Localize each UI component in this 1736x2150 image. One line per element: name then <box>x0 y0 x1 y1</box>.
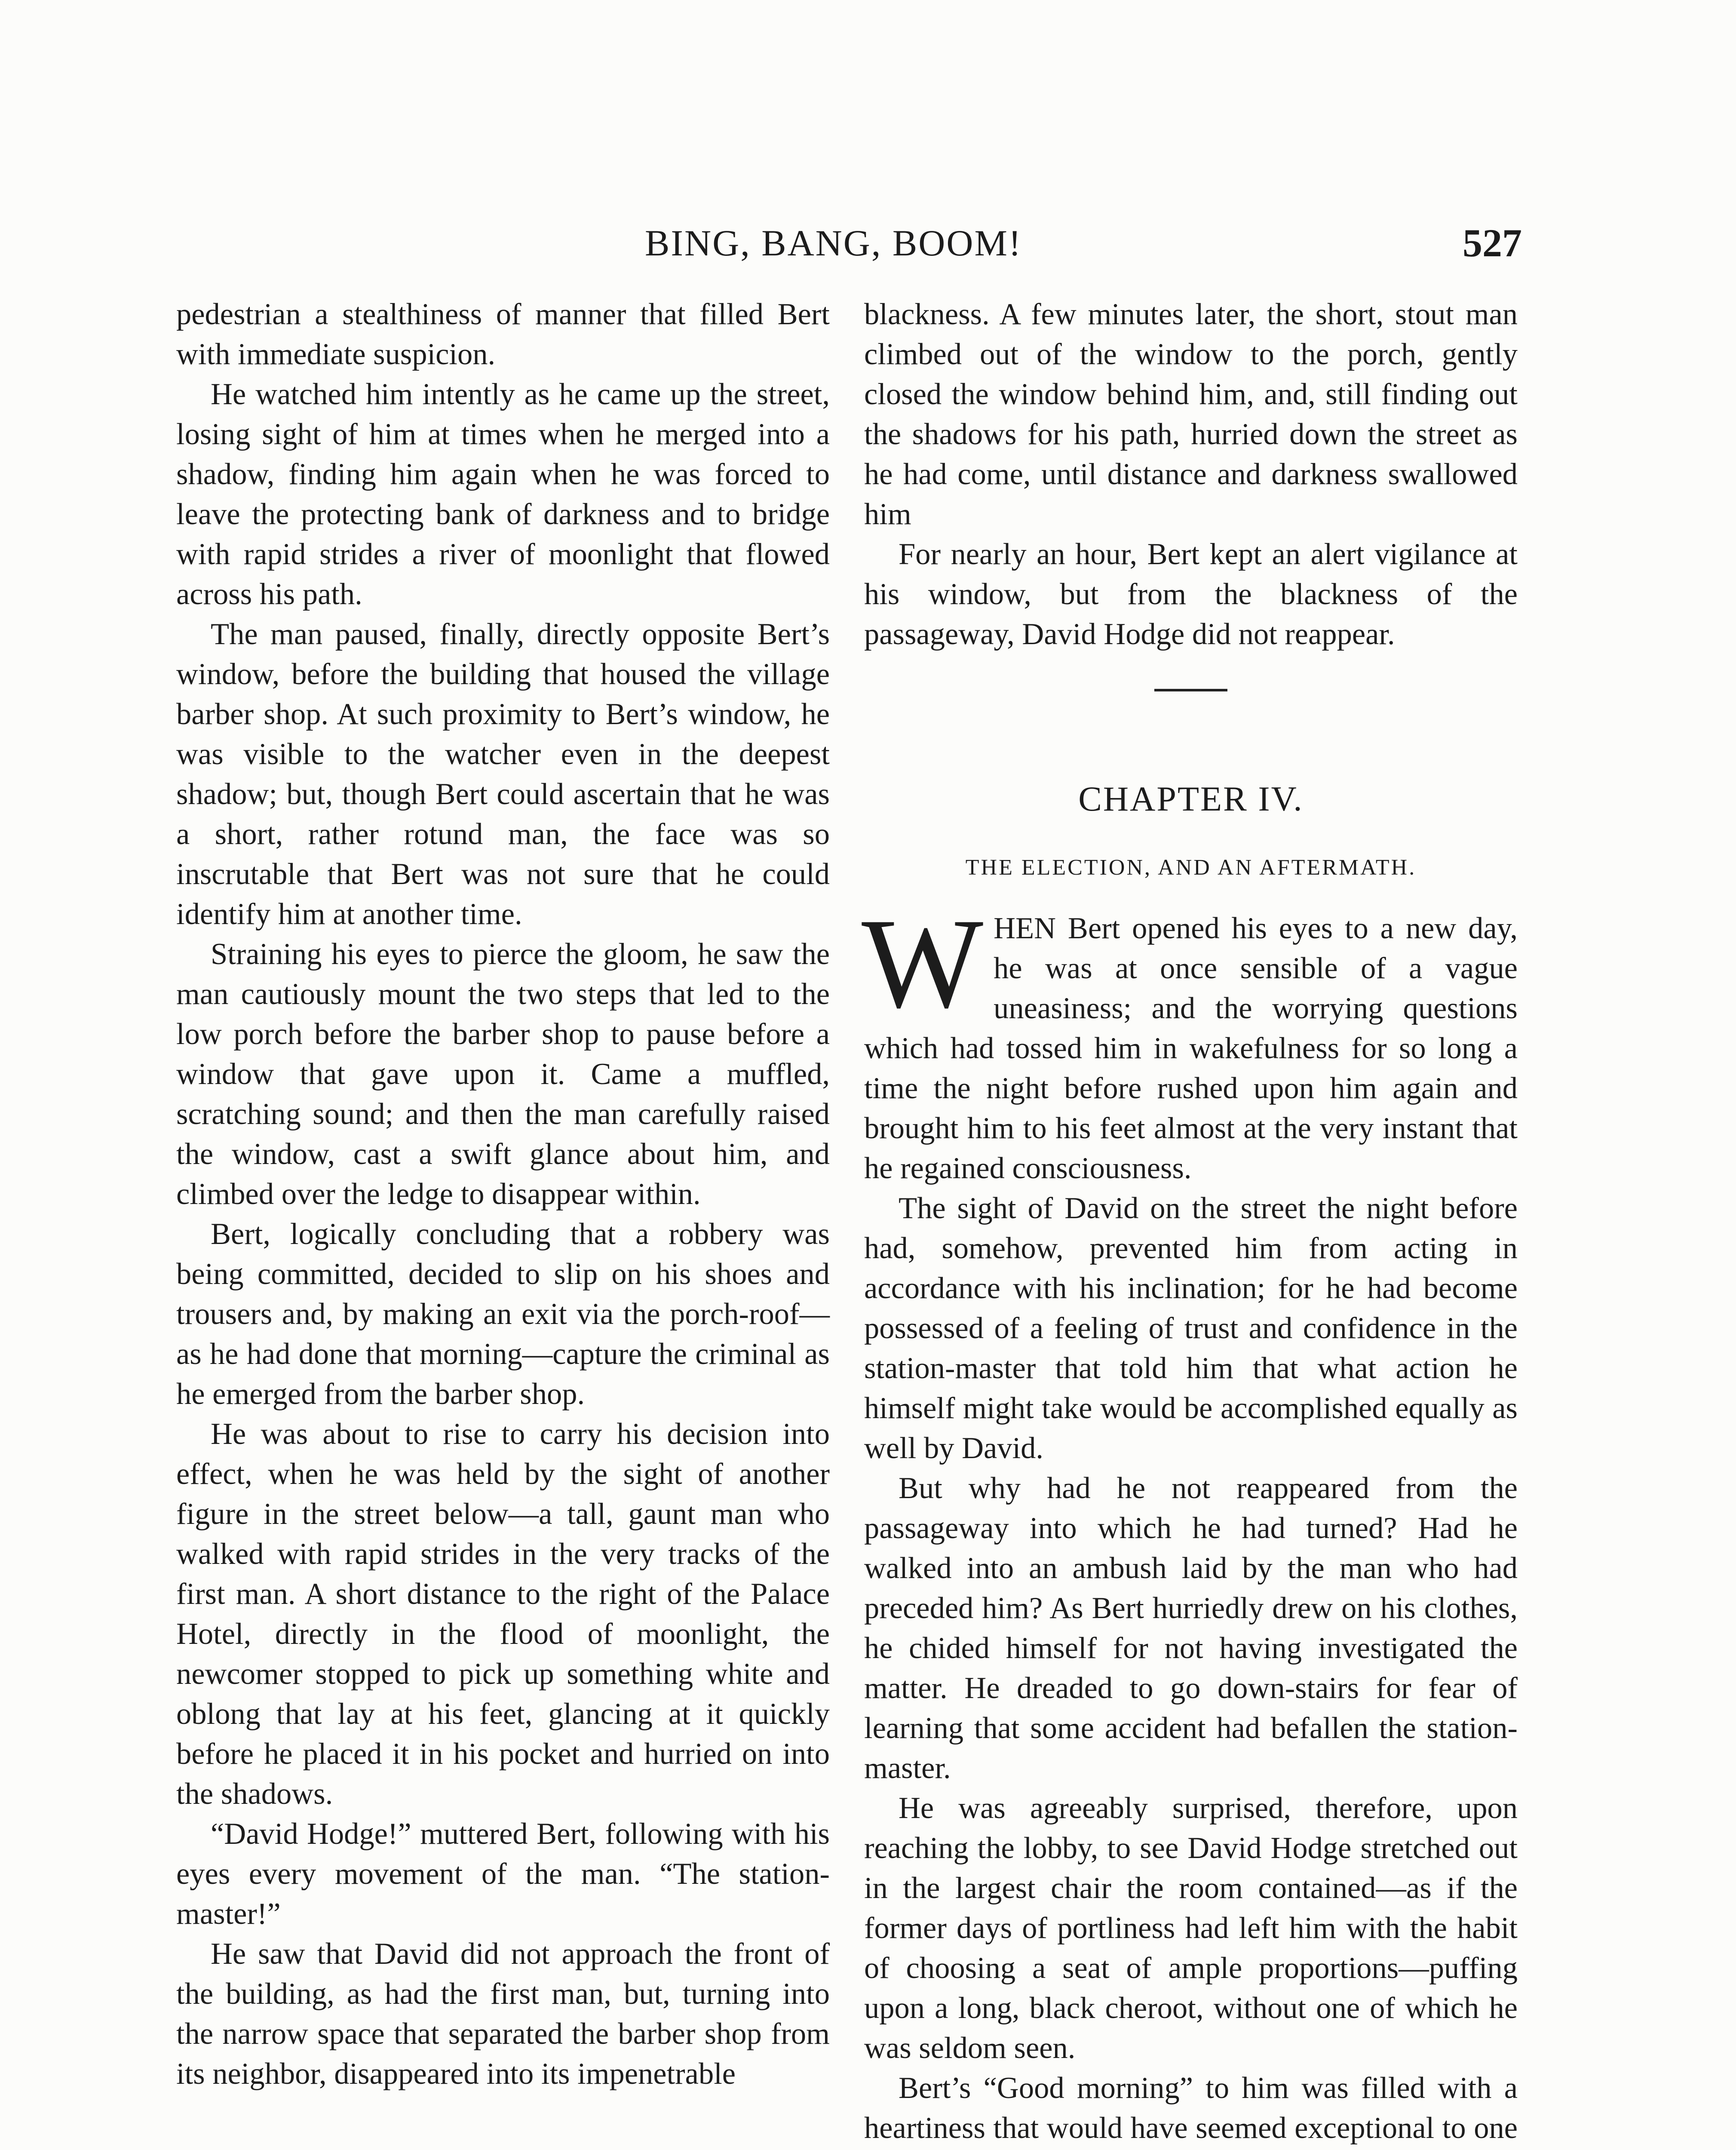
paragraph: He saw that David did not approach the front of the building, as had the first man, but, turning into the narrow space that separated the barber shop from its neighbor, disappeared into its impenetrable <box>176 1937 830 2091</box>
paragraph: He was about to rise to carry his decision into effect, when he was held by the sight of another figure in the street below—a tall, gaunt man who walked with rapid strides in the very tracks of the first man. A short distance to the right of the Palace Hotel, directly in the flood of moonlight, the newcomer stopped to pick up something white and oblong that lay at his feet, glancing at it quickly before he placed it in his pocket and hurried on into the shadows. <box>176 1417 830 1811</box>
paragraph: pedestrian a stealthiness of manner that filled Bert with immediate suspicion. <box>176 298 830 371</box>
paragraph: He watched him intently as he came up the street, losing sight of him at times when he merged into a shadow, finding him again when he was forced to leave the protecting bank of darkness and to bridge with rapid strides a river of moonlight that flowed across his path. <box>176 378 830 611</box>
running-head <box>172 219 1522 267</box>
chapter-subtitle: THE ELECTION, AND AN AFTERMATH. <box>965 855 1417 880</box>
paragraph: The man paused, finally, directly opposite Bert’s window, before the building that housed the village barber shop. At such proximity to Bert’s window, he was visible to the watcher even in the deepest shadow; but, though Bert could ascertain that he was a short, rather rotund man, the face was so inscrutable that Bert was not sure that he could identify him at another time. <box>176 617 830 931</box>
paragraph: He was agreeably surprised, therefore, upon reaching the lobby, to see David Hodge stretched out in the largest chair the room contained—as if the former days of portliness had left him with the habit of choosing a seat of ample proportions—puffing upon a long, black cheroot, without one of which he was seldom seen. <box>864 1791 1518 2065</box>
running-title: BING, BANG, BOOM! <box>645 222 1022 264</box>
paragraph: blackness. A few minutes later, the short, stout man climbed out of the window to the porch, gently closed the window behind him, and, still finding out the shadows for his path, hurried down the street as he had come, until distance and darkness swallowed him <box>864 298 1518 531</box>
opening-text: HEN Bert opened his eyes to a new day, he was at once sensible of a vague uneasiness; and the worrying questions which had tossed him in wakefulness for so long a time the night before rushed upon him again and brought him to his feet almost at the very instant that he regained consciousness. <box>864 912 1518 1185</box>
paragraph: For nearly an hour, Bert kept an alert vigilance at his window, but from the blackness of the passageway, David Hodge did not reappear. <box>864 538 1518 651</box>
paragraph: Bert’s “Good morning” to him was filled with a heartiness that would have seemed exceptional to one <box>864 2071 1518 2145</box>
paragraph: Bert, logically concluding that a robbery was being committed, decided to slip on his shoes and trousers and, by making an exit via the porch-roof—as he had done that morning—capture the criminal as he emerged from the barber shop. <box>176 1217 830 1411</box>
page-number: 527 <box>1463 221 1522 265</box>
paragraph: “David Hodge!” muttered Bert, following with his eyes every movement of the man. “The station-master!” <box>176 1817 830 1931</box>
chapter-title: CHAPTER IV. <box>1078 779 1304 818</box>
paragraph: Straining his eyes to pierce the gloom, he saw the man cautiously mount the two steps that led to the low porch before the barber shop to pause before a window that gave upon it. Came a muffled, scratching sound; and then the man carefully raised the window, cast a swift glance about him, and climbed over the ledge to disappear within. <box>176 937 830 1211</box>
right-column <box>864 295 1518 2150</box>
paragraph: The sight of David on the street the night before had, somehow, prevented him from acting in accordance with his inclination; for he had become possessed of a feeling of trust and confidence in the station-master that told him that what action he himself might take would be accomplished equally as well by David. <box>864 1192 1518 1465</box>
paragraph: But why had he not reappeared from the passageway into which he had turned? Had he walked into an ambush laid by the man who had preceded him? As Bert hurriedly drew on his clothes, he chided himself for not having investigated the matter. He dreaded to go down-stairs for fear of learning that some accident had befallen the station-master. <box>864 1471 1518 1785</box>
left-column <box>176 295 830 2094</box>
drop-cap: W <box>862 892 984 1035</box>
chapter-opening-paragraph <box>862 892 1518 1189</box>
section-divider <box>1154 689 1227 691</box>
